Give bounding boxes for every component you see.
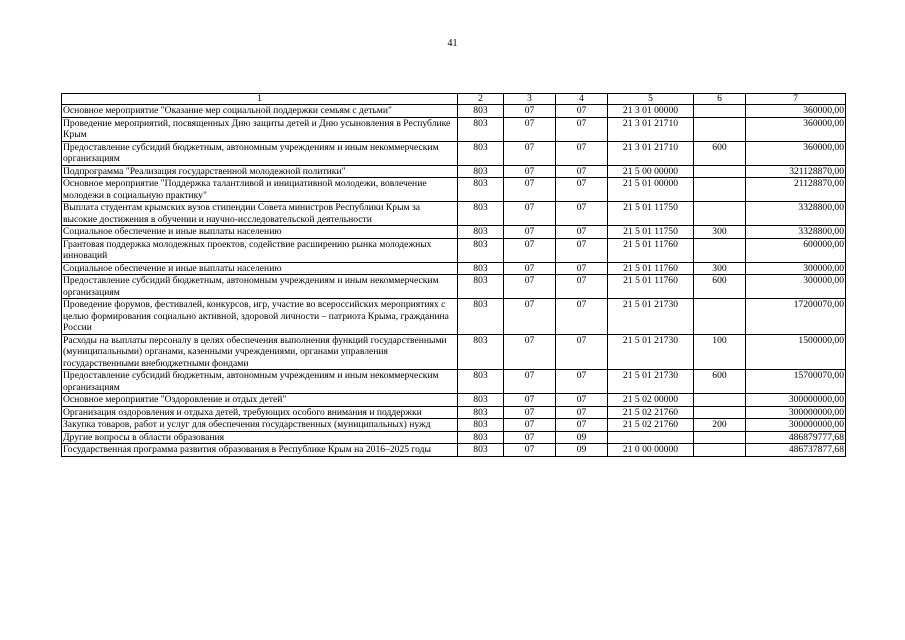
- row-amount: 360000,00: [746, 141, 846, 165]
- row-section: 07: [504, 334, 556, 370]
- row-target-article: 21 5 01 11760: [608, 275, 694, 299]
- row-section: 07: [504, 105, 556, 118]
- row-name: Другие вопросы в области образования: [62, 431, 458, 444]
- row-section: 07: [504, 419, 556, 432]
- row-section: 07: [504, 165, 556, 178]
- row-name: Грантовая поддержка молодежных проектов, содействие расширению рынка молодежных инноваций: [62, 238, 458, 262]
- row-gl-admin: 803: [458, 275, 504, 299]
- table-body: [62, 105, 846, 457]
- row-gl-admin: 803: [458, 238, 504, 262]
- row-gl-admin: 803: [458, 299, 504, 335]
- row-name: Закупка товаров, работ и услуг для обеспечения государственных (муниципальных) нужд: [62, 419, 458, 432]
- row-expense-type: [694, 394, 746, 407]
- row-subsection: 07: [556, 419, 608, 432]
- column-header: 5: [608, 94, 694, 105]
- row-gl-admin: 803: [458, 105, 504, 118]
- column-header: 7: [746, 94, 846, 105]
- table-row: [62, 406, 846, 419]
- row-name: Основное мероприятие "Оздоровление и отдых детей": [62, 394, 458, 407]
- row-name: Проведение мероприятий, посвященных Дню защиты детей и Дню усыновления в Республике Крым: [62, 117, 458, 141]
- row-target-article: 21 5 01 11750: [608, 226, 694, 239]
- row-amount: 17200070,00: [746, 299, 846, 335]
- row-target-article: 21 0 00 00000: [608, 444, 694, 457]
- row-expense-type: [694, 444, 746, 457]
- row-amount: 1500000,00: [746, 334, 846, 370]
- row-target-article: 21 5 01 11760: [608, 262, 694, 275]
- row-section: 07: [504, 238, 556, 262]
- budget-table: [61, 93, 846, 457]
- row-amount: 300000000,00: [746, 394, 846, 407]
- table-row: [62, 334, 846, 370]
- table-row: [62, 431, 846, 444]
- row-target-article: 21 3 01 21710: [608, 117, 694, 141]
- column-header: 6: [694, 94, 746, 105]
- row-amount: 300000,00: [746, 262, 846, 275]
- row-section: 07: [504, 226, 556, 239]
- row-subsection: 07: [556, 202, 608, 226]
- row-expense-type: 600: [694, 370, 746, 394]
- row-section: 07: [504, 406, 556, 419]
- column-header: 3: [504, 94, 556, 105]
- row-target-article: 21 5 00 00000: [608, 165, 694, 178]
- table-header-row: [62, 94, 846, 105]
- table-row: [62, 275, 846, 299]
- page-number: 41: [447, 38, 458, 49]
- row-subsection: 07: [556, 394, 608, 407]
- row-amount: 486737877,68: [746, 444, 846, 457]
- row-name: Предоставление субсидий бюджетным, автономным учреждениям и иным некоммерческим организациям: [62, 370, 458, 394]
- row-subsection: 07: [556, 238, 608, 262]
- row-subsection: 07: [556, 117, 608, 141]
- row-target-article: [608, 431, 694, 444]
- column-header: 4: [556, 94, 608, 105]
- row-target-article: 21 3 01 21710: [608, 141, 694, 165]
- row-gl-admin: 803: [458, 394, 504, 407]
- row-amount: 300000000,00: [746, 419, 846, 432]
- row-expense-type: 600: [694, 141, 746, 165]
- row-expense-type: [694, 165, 746, 178]
- row-expense-type: 300: [694, 262, 746, 275]
- row-subsection: 07: [556, 299, 608, 335]
- row-target-article: 21 5 01 21730: [608, 299, 694, 335]
- row-section: 07: [504, 299, 556, 335]
- table-row: [62, 141, 846, 165]
- row-expense-type: 200: [694, 419, 746, 432]
- row-section: 07: [504, 178, 556, 202]
- row-target-article: 21 5 01 21730: [608, 370, 694, 394]
- column-header: 2: [458, 94, 504, 105]
- row-target-article: 21 5 02 21760: [608, 419, 694, 432]
- row-gl-admin: 803: [458, 406, 504, 419]
- row-expense-type: 600: [694, 275, 746, 299]
- row-subsection: 07: [556, 226, 608, 239]
- row-target-article: 21 3 01 00000: [608, 105, 694, 118]
- row-target-article: 21 5 02 21760: [608, 406, 694, 419]
- row-gl-admin: 803: [458, 444, 504, 457]
- row-name: Предоставление субсидий бюджетным, автономным учреждениям и иным некоммерческим организациям: [62, 141, 458, 165]
- row-gl-admin: 803: [458, 334, 504, 370]
- row-expense-type: [694, 238, 746, 262]
- row-subsection: 07: [556, 165, 608, 178]
- row-gl-admin: 803: [458, 165, 504, 178]
- column-header: 1: [62, 94, 458, 105]
- row-name: Предоставление субсидий бюджетным, автономным учреждениям и иным некоммерческим организациям: [62, 275, 458, 299]
- row-gl-admin: 803: [458, 178, 504, 202]
- row-gl-admin: 803: [458, 419, 504, 432]
- table-row: [62, 226, 846, 239]
- row-amount: 3328800,00: [746, 226, 846, 239]
- row-target-article: 21 5 02 00000: [608, 394, 694, 407]
- row-amount: 21128870,00: [746, 178, 846, 202]
- row-name: Расходы на выплаты персоналу в целях обеспечения выполнения функций государственными (муниципальными) органами, казенными учреждениями, органами управления государственными внебюджетными фондами: [62, 334, 458, 370]
- table-row: [62, 105, 846, 118]
- row-section: 07: [504, 370, 556, 394]
- row-section: 07: [504, 141, 556, 165]
- row-subsection: 07: [556, 178, 608, 202]
- row-amount: 3328800,00: [746, 202, 846, 226]
- row-amount: 360000,00: [746, 105, 846, 118]
- row-expense-type: [694, 202, 746, 226]
- row-name: Основное мероприятие "Оказание мер социальной поддержки семьям с детьми": [62, 105, 458, 118]
- row-expense-type: 300: [694, 226, 746, 239]
- table-row: [62, 262, 846, 275]
- row-subsection: 07: [556, 406, 608, 419]
- row-subsection: 07: [556, 334, 608, 370]
- row-subsection: 09: [556, 444, 608, 457]
- table-row: [62, 238, 846, 262]
- row-target-article: 21 5 01 11760: [608, 238, 694, 262]
- row-section: 07: [504, 394, 556, 407]
- row-name: Организация оздоровления и отдыха детей, требующих особого внимания и поддержки: [62, 406, 458, 419]
- row-expense-type: [694, 117, 746, 141]
- row-subsection: 07: [556, 275, 608, 299]
- row-section: 07: [504, 117, 556, 141]
- row-gl-admin: 803: [458, 226, 504, 239]
- row-subsection: 07: [556, 370, 608, 394]
- row-gl-admin: 803: [458, 431, 504, 444]
- row-name: Выплата студентам крымских вузов стипендии Совета министров Республики Крым за высокие достижения в обучении и научно-исследовательской деятельности: [62, 202, 458, 226]
- row-target-article: 21 5 01 00000: [608, 178, 694, 202]
- table-row: [62, 444, 846, 457]
- row-expense-type: [694, 105, 746, 118]
- row-section: 07: [504, 262, 556, 275]
- row-section: 07: [504, 275, 556, 299]
- row-subsection: 07: [556, 262, 608, 275]
- row-subsection: 07: [556, 141, 608, 165]
- row-expense-type: [694, 406, 746, 419]
- row-subsection: 07: [556, 105, 608, 118]
- row-gl-admin: 803: [458, 262, 504, 275]
- table-row: [62, 370, 846, 394]
- row-section: 07: [504, 431, 556, 444]
- row-gl-admin: 803: [458, 370, 504, 394]
- row-name: Подпрограмма "Реализация государственной молодежной политики": [62, 165, 458, 178]
- table-row: [62, 419, 846, 432]
- row-expense-type: [694, 178, 746, 202]
- row-gl-admin: 803: [458, 202, 504, 226]
- row-amount: 300000000,00: [746, 406, 846, 419]
- row-expense-type: 100: [694, 334, 746, 370]
- row-amount: 600000,00: [746, 238, 846, 262]
- row-gl-admin: 803: [458, 141, 504, 165]
- row-section: 07: [504, 444, 556, 457]
- table-row: [62, 178, 846, 202]
- table-row: [62, 117, 846, 141]
- row-name: Социальное обеспечение и иные выплаты населению: [62, 226, 458, 239]
- row-section: 07: [504, 202, 556, 226]
- row-expense-type: [694, 299, 746, 335]
- row-amount: 300000,00: [746, 275, 846, 299]
- row-name: Проведение форумов, фестивалей, конкурсов, игр, участие во всероссийских мероприятиях с целью формирования социально активной, здоровой личности – патриота Крыма, гражданина России: [62, 299, 458, 335]
- row-subsection: 09: [556, 431, 608, 444]
- row-amount: 321128870,00: [746, 165, 846, 178]
- row-target-article: 21 5 01 21730: [608, 334, 694, 370]
- row-gl-admin: 803: [458, 117, 504, 141]
- table-row: [62, 299, 846, 335]
- row-name: Основное мероприятие "Поддержка талантливой и инициативной молодежи, вовлечение молодежи в социальную практику": [62, 178, 458, 202]
- row-name: Социальное обеспечение и иные выплаты населению: [62, 262, 458, 275]
- row-amount: 15700070,00: [746, 370, 846, 394]
- row-target-article: 21 5 01 11750: [608, 202, 694, 226]
- table-row: [62, 165, 846, 178]
- row-amount: 360000,00: [746, 117, 846, 141]
- table-row: [62, 394, 846, 407]
- row-expense-type: [694, 431, 746, 444]
- row-name: Государственная программа развития образования в Республике Крым на 2016–2025 годы: [62, 444, 458, 457]
- table-row: [62, 202, 846, 226]
- row-amount: 486879777,68: [746, 431, 846, 444]
